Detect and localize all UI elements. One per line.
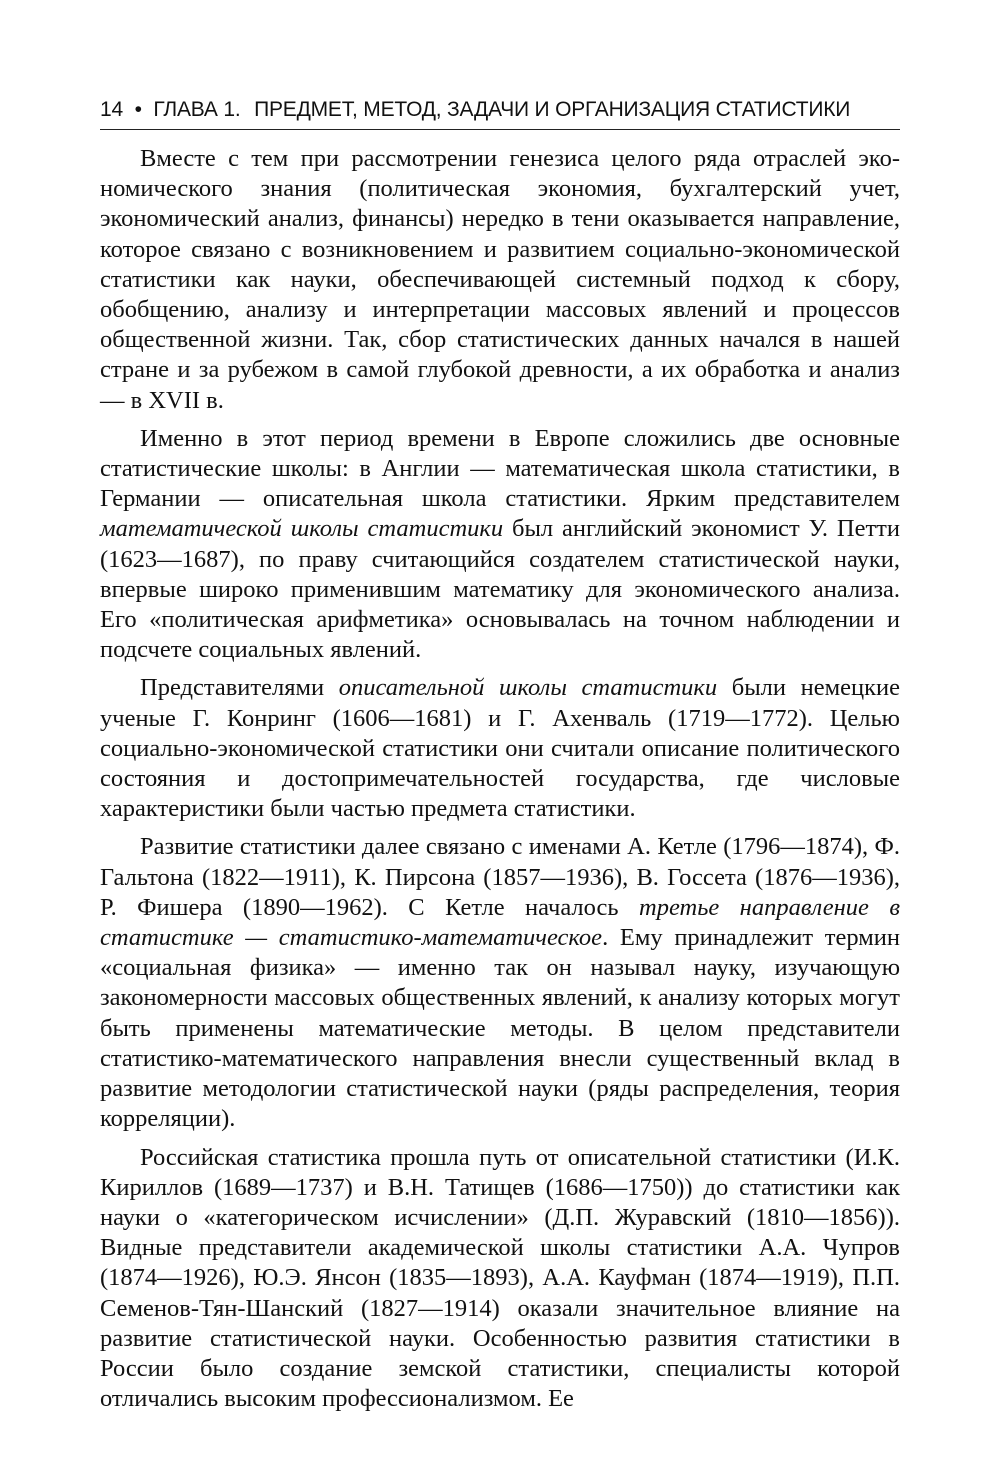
paragraph-ketle [100,832,900,1134]
paragraph-text: Развитие статистики далее связано с именами А. Кетле (1796—1874), Ф. Гальтона (1822—1911), К. Пирсона (1857—1936), В. Госсета (1876—1936), Р. Фишера (1890—1962). С Кетле началось [100,833,900,921]
paragraph-text: Представителями [140,674,339,702]
body-text [100,144,900,1422]
paragraph-descriptive-school [100,673,900,824]
paragraph-text: был английский экономист У. Петти (1623—1687), по праву считающийся создателем статистической науки, впервые широко применившим математику для экономического анализа. Его «политическая арифметика» основывалась на точном наблюдении и подсчете социальных явлений. [100,515,900,664]
page-number: 14 [100,98,123,121]
paragraph-schools [100,424,900,666]
paragraph-text: Российская статистика прошла путь от описательной статистики (И.К. Кириллов (1689—1737) и В.Н. Татищев (1686—1750)) до статистики как науки о «категорическом исчислении» (Д.П. Журавский (1810—1856)). Видные представители академической школы статистики А.А. Чупров (1874—1926), Ю.Э. Янсон (1835—1893), А.А. Кауфман (1874—1919), П.П. Семенов-Тян-Шанский (1827—1914) оказали значительное влияние на развитие статистической науки. Особенностью развития статистики в России было создание земской статистики, специалисты которой отличались высоким профессионализмом. Ее [100,1143,900,1413]
chapter-title: ПРЕДМЕТ, МЕТОД, ЗАДАЧИ И ОРГАНИЗАЦИЯ СТАТИСТИКИ [254,98,851,121]
paragraph-text: были немецкие ученые Г. Конринг (1606—1681) и Г. Ахенваль (1719—1772). Целью социально-экономической статистики они считали описание политического состояния и достопримечательностей государства, где числовые характеристики были частью предмета статистики. [100,674,900,823]
header-bullet: • [134,98,142,121]
paragraph-genesis [100,144,900,416]
chapter-label: ГЛАВА 1. [153,98,241,121]
italic-term: математической школы статистики [100,515,504,543]
italic-term: описательной школы статистики [338,674,718,702]
paragraph-text: Вместе с тем при рассмотрении генезиса целого ряда отраслей экономического знания (политическая экономия, бухгалтерский учет, экономический анализ, финансы) нередко в тени оказывается направление, которое связано с возникновением и развитием социально-экономической статистики как науки, обеспечивающей системный подход к сбору, обобщению, анализу и интерпретации массовых явлений и процессов общественной жизни. Так, сбор статистических данных начался в нашей стране и за рубежом в самой глубокой древности, а их обработка и анализ — в XVII в. [100,145,900,414]
italic-term: третье направление в статистике — статистико-математическое [100,893,900,952]
paragraph-text: Именно в этот период времени в Европе сложились две основные статистические школы: в Англии — математическая школа статистики, в Германии — описательная школа статистики. Ярким представителем [100,424,900,513]
paragraph-text: . Ему принадлежит термин «социальная физика» — именно так он называл науку, изучающую закономерности массовых общественных явлений, к анализу которых могут быть применены математические методы. В целом представители статистико-математического направления внесли существенный вклад в развитие методологии статистической науки (ряды распределения, теория корреляции). [100,924,900,1133]
running-header [100,95,900,130]
paragraph-russian-statistics [100,1143,900,1415]
